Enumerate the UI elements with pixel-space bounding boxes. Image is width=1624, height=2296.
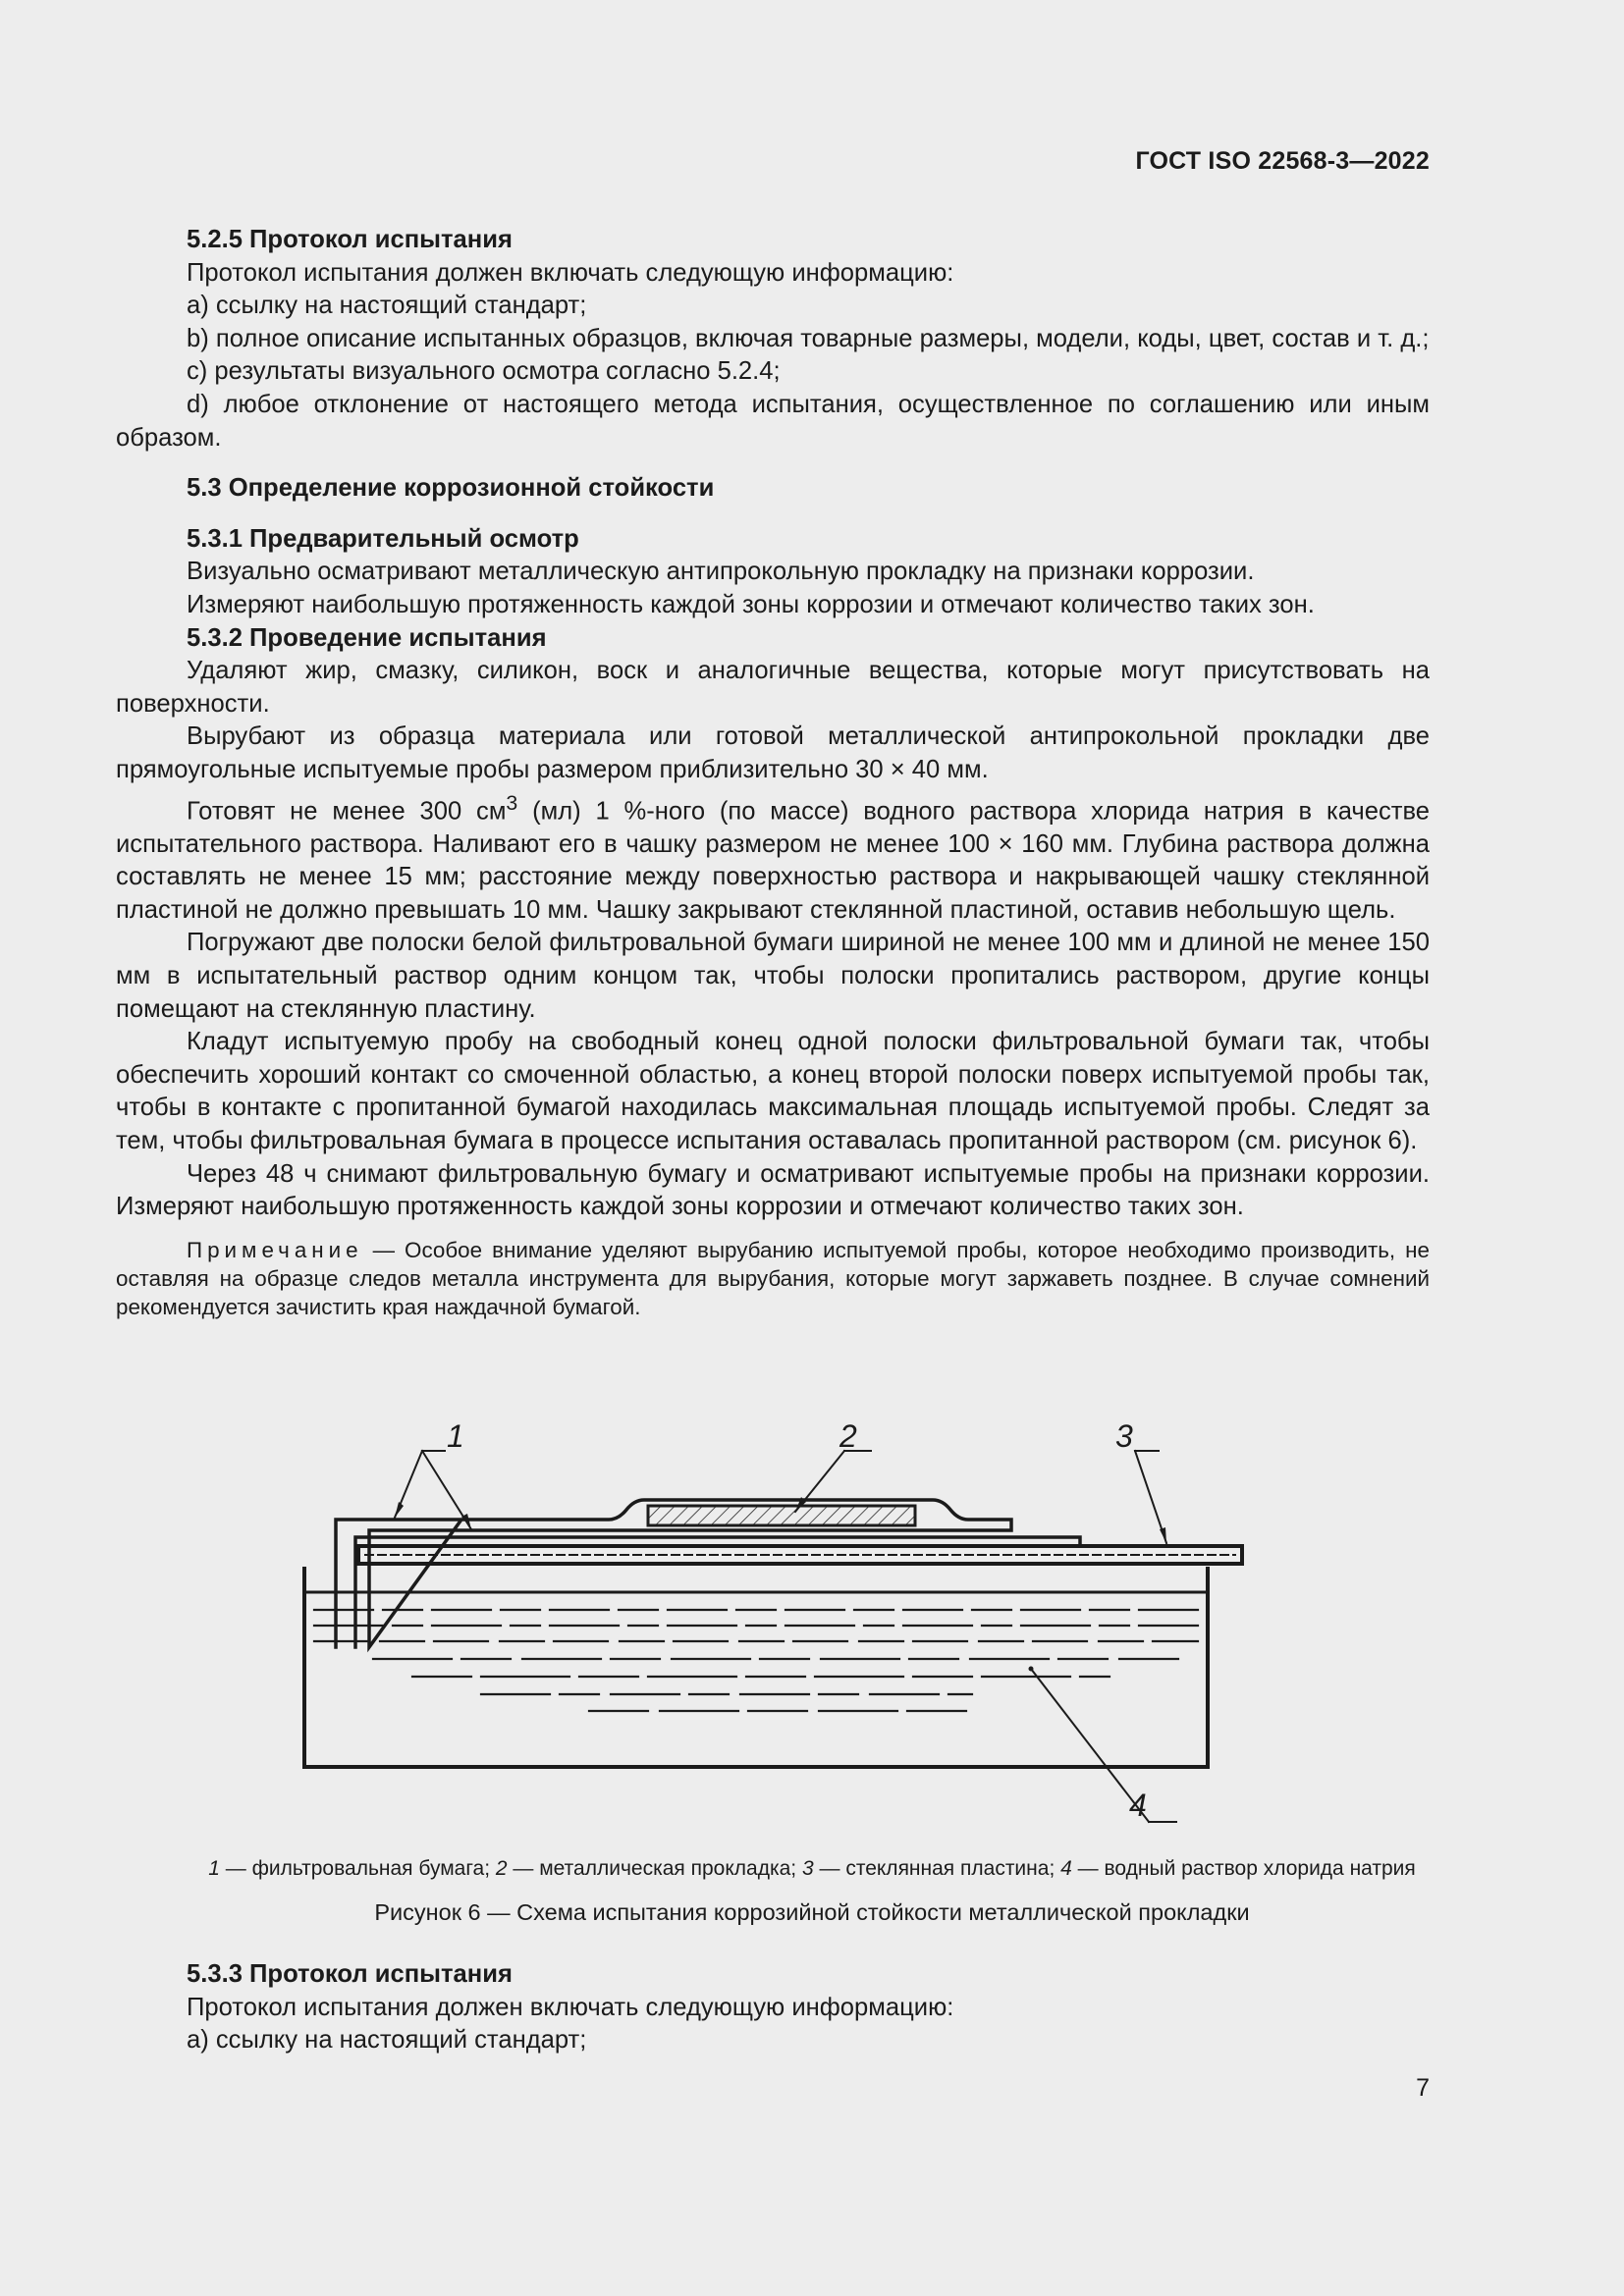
- superscript: 3: [506, 790, 518, 815]
- legend-text: — водный раствор хлорида натрия: [1071, 1857, 1416, 1880]
- main-text: [116, 224, 1430, 1321]
- section-5-3-1-title: 5.3.1 Предварительный осмотр: [187, 524, 579, 553]
- section-5-3-2-paragraph: Через 48 ч снимают фильтровальную бумагу и осматривают испытуемые пробы на признаки коррозии. Измеряют наибольшую протяженность каждой зоны коррозии и отмечают количество таких зон.: [116, 1159, 1430, 1221]
- paragraph-text: Готовят не менее 300 см: [187, 797, 507, 826]
- legend-number: 1: [208, 1857, 220, 1880]
- section-5-3-2-paragraph: [116, 787, 1430, 928]
- document-code-header: ГОСТ ISO 22568-3—2022: [1135, 147, 1430, 175]
- note-label: Примечание: [187, 1237, 363, 1262]
- callout-3: 3: [1115, 1423, 1133, 1454]
- section-5-3-2-paragraph: Удаляют жир, смазку, силикон, воск и аналогичные вещества, которые могут присутствовать на поверхности.: [116, 657, 1430, 718]
- section-5-3-2-paragraph: Кладут испытуемую пробу на свободный конец одной полоски фильтровальной бумаги так, чтобы обеспечить хороший контакт со смоченной областью, а конец второй полоски поверх испытуемой пробы так, чтобы в контакте с пропитанной бумагой находилась максимальная площадь испытуемой пробы. Следят за тем, чтобы фильтровальная бумага в процессе испытания оставалась пропитанной раствором (см. рисунок 6).: [116, 1028, 1430, 1154]
- list-item-b: b) полное описание испытанных образцов, включая товарные размеры, модели, коды, цвет, состав и т. д.;: [187, 324, 1430, 352]
- legend-text: — металлическая прокладка;: [507, 1857, 802, 1880]
- section-5-3-2-paragraph: Вырубают из образца материала или готовой металлической антипрокольной прокладки две прямоугольные испытуемые пробы размером приблизительно 30 × 40 мм.: [116, 722, 1430, 783]
- note: [116, 1236, 1430, 1321]
- figure-caption: Рисунок 6 — Схема испытания коррозийной стойкости металлической прокладки: [374, 1899, 1250, 1925]
- legend-number: 4: [1060, 1857, 1072, 1880]
- list-item-d: d) любое отклонение от настоящего метода испытания, осуществленное по соглашению или иным образом.: [116, 390, 1430, 452]
- dish: [304, 1569, 1208, 1767]
- list-item-a: a) ссылку на настоящий стандарт;: [187, 292, 587, 320]
- list-item-a: a) ссылку на настоящий стандарт;: [187, 2026, 587, 2055]
- section-5-2-5-intro: Протокол испытания должен включать следующую информацию:: [187, 258, 954, 287]
- legend-text: — фильтровальная бумага;: [219, 1857, 496, 1880]
- figure-6-diagram: [285, 1423, 1267, 1836]
- figure-legend: [0, 1857, 1624, 1881]
- callout-2: 2: [839, 1423, 857, 1454]
- bottom-text: [116, 1958, 1430, 2057]
- section-5-3-1-paragraph: Измеряют наибольшую протяженность каждой зоны коррозии и отмечают количество таких зон.: [187, 590, 1315, 618]
- callout-4: 4: [1129, 1788, 1147, 1823]
- paragraph-text: (мл) 1 %-ного (по массе) водного раствора хлорида натрия в качестве испытательного раствора. Наливают его в чашку размером не менее 100 × 160 мм. Глубина раствора должна составлять не менее 15 мм; расстояние между поверхностью раствора и накрывающей чашку стеклянной пластиной не должно превышать 10 мм. Чашку закрывают стеклянной пластиной, оставив небольшую щель.: [116, 797, 1431, 924]
- note-text: — Особое внимание уделяют вырубанию испытуемой пробы, которое необходимо производить, не оставляя на образце следов металла инструмента для вырубания, которые могут заржаветь позднее. В случае сомнений рекомендуется зачистить края наждачной бумагой.: [116, 1237, 1430, 1319]
- section-5-3-2-paragraph: Погружают две полоски белой фильтровальной бумаги шириной не менее 100 мм и длиной не менее 150 мм в испытательный раствор одним концом так, чтобы полоски пропитались раствором, другие концы помещают на стеклянную пластину.: [116, 929, 1430, 1023]
- callout-1: 1: [447, 1423, 464, 1454]
- list-item-c: c) результаты визуального осмотра согласно 5.2.4;: [187, 357, 781, 386]
- section-5-3-3-title: 5.3.3 Протокол испытания: [187, 1960, 513, 1988]
- page-number: 7: [1416, 2074, 1430, 2102]
- metal-insert: [648, 1506, 915, 1525]
- section-5-3-title: 5.3 Определение коррозионной стойкости: [187, 474, 715, 503]
- section-5-3-2-title: 5.3.2 Проведение испытания: [187, 623, 547, 652]
- section-5-3-1-paragraph: Визуально осматривают металлическую антипрокольную прокладку на признаки коррозии.: [187, 558, 1255, 586]
- solution-dashes: [314, 1610, 1198, 1711]
- section-5-2-5-title: 5.2.5 Протокол испытания: [187, 226, 513, 253]
- section-5-3-3-intro: Протокол испытания должен включать следующую информацию:: [187, 1993, 954, 2021]
- legend-number: 2: [495, 1857, 508, 1880]
- legend-number: 3: [801, 1857, 814, 1880]
- legend-text: — стеклянная пластина;: [813, 1857, 1061, 1880]
